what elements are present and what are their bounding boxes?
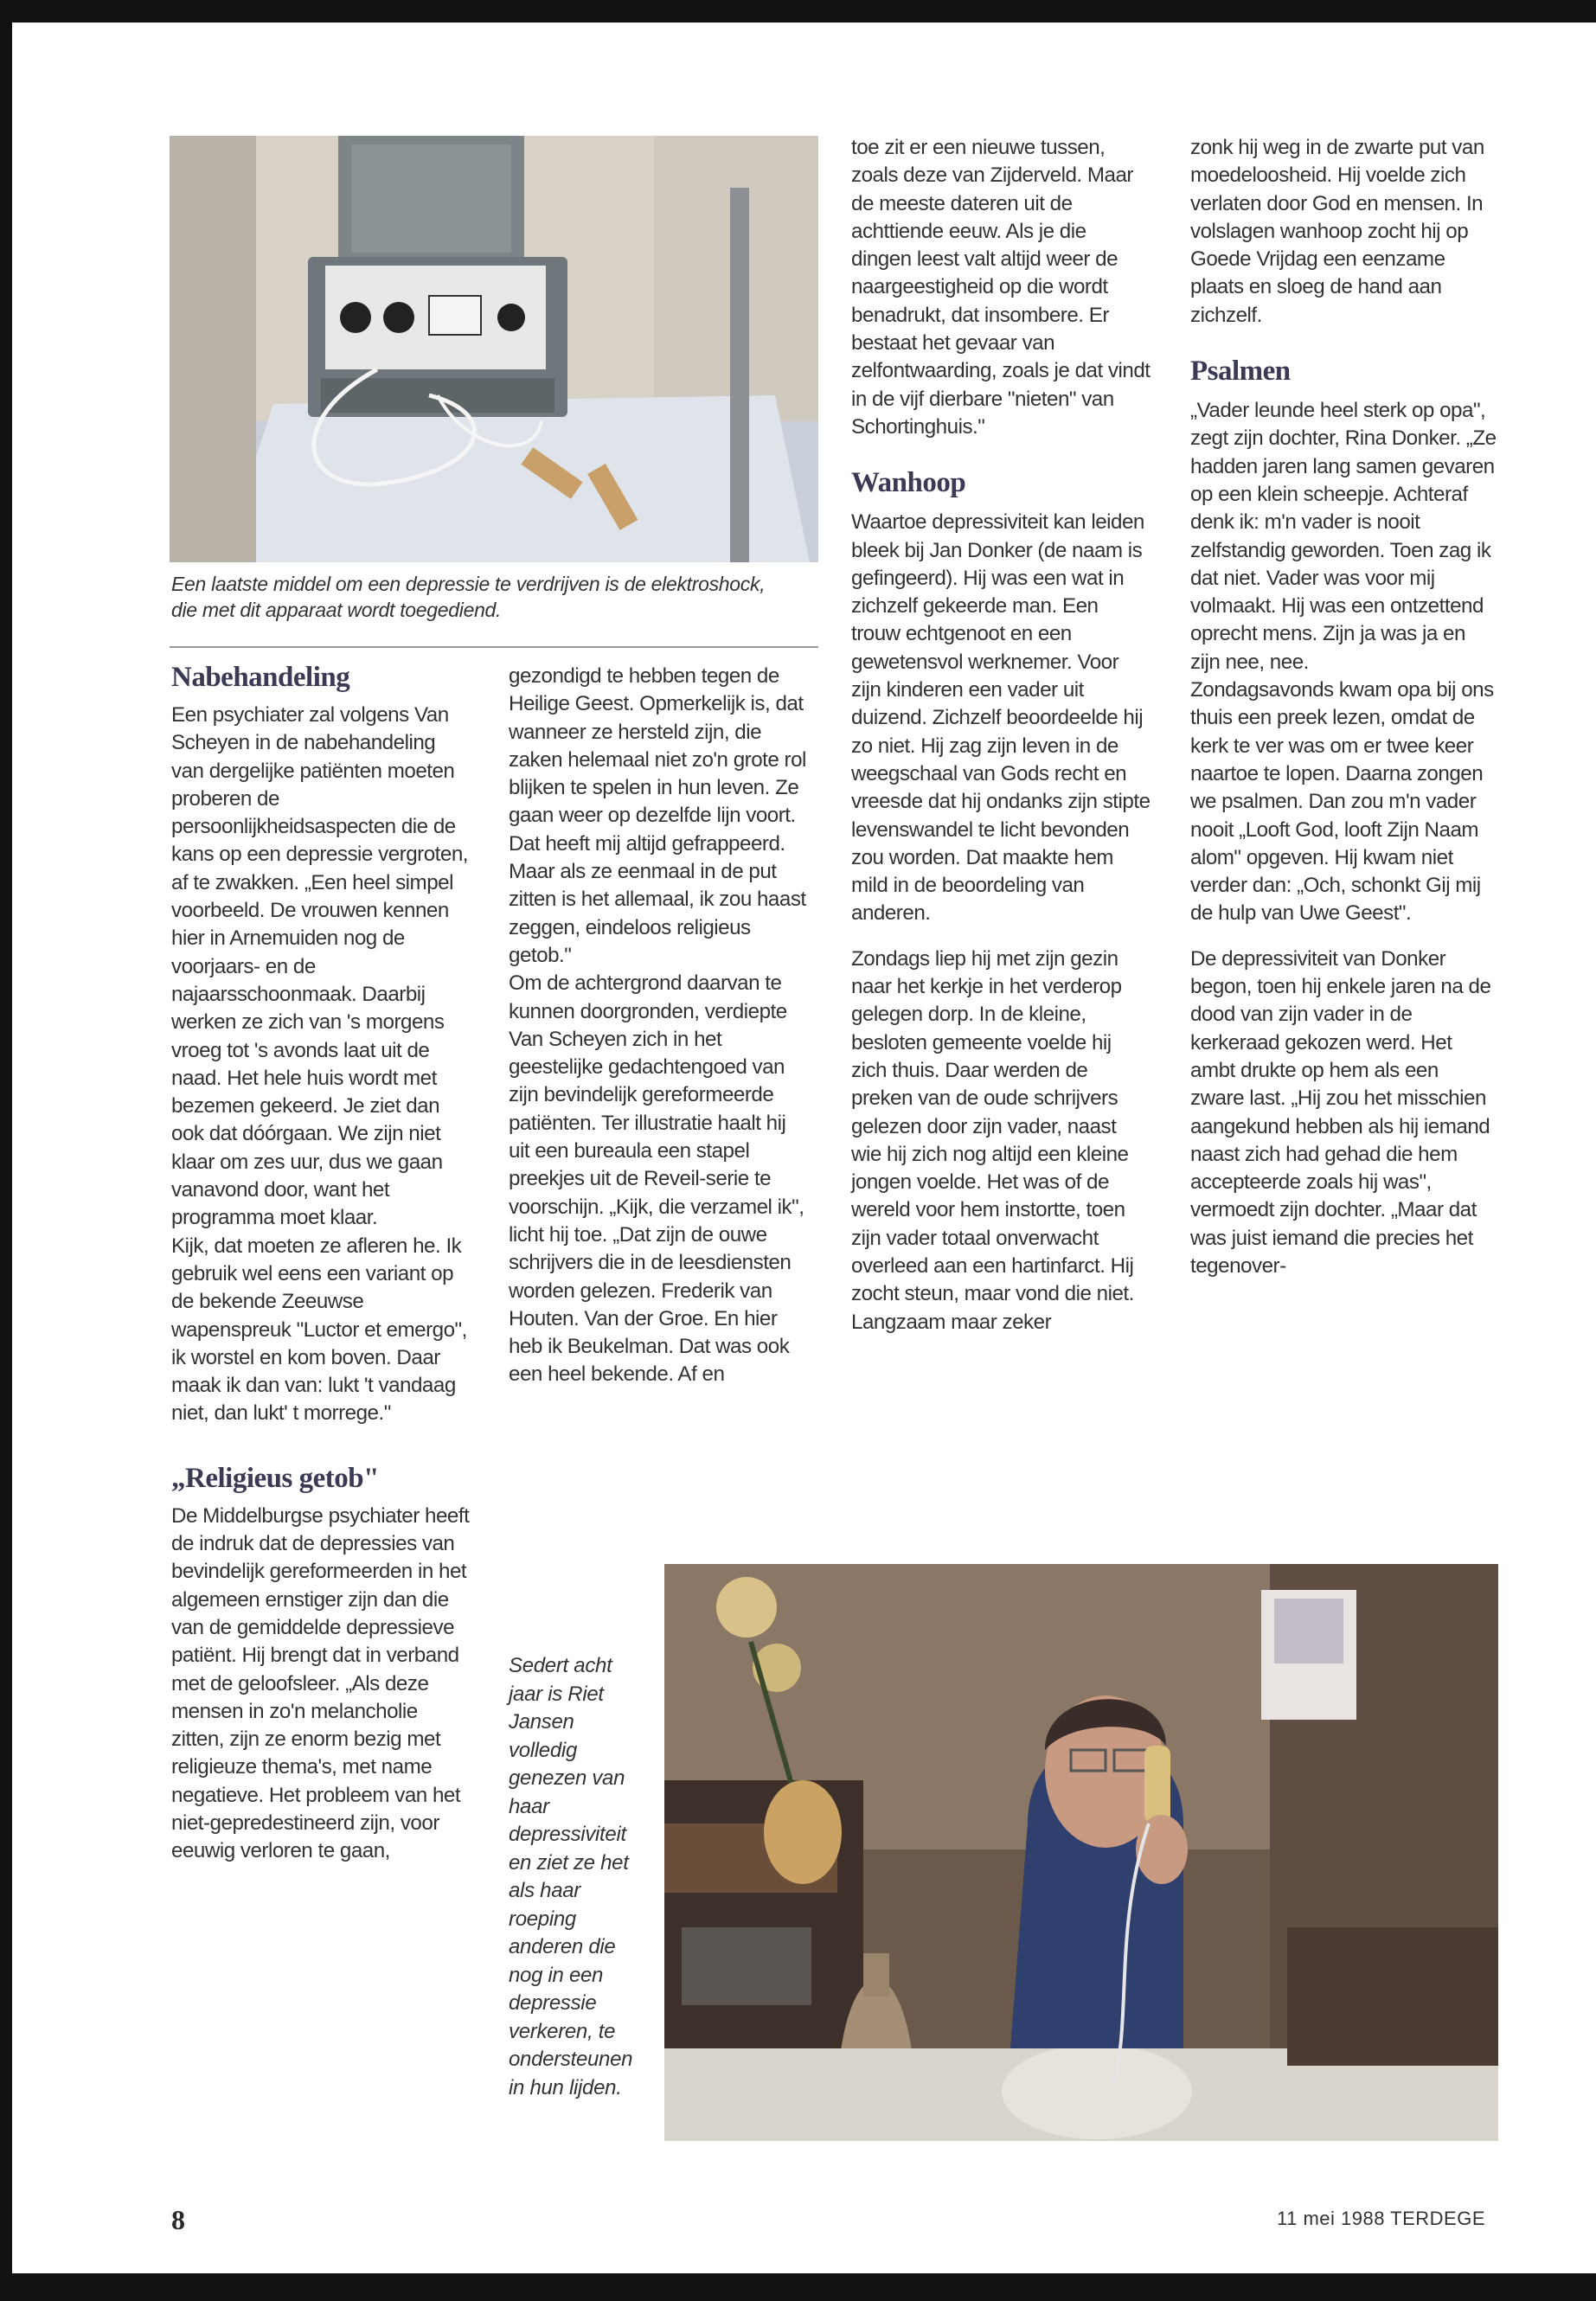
- paragraph: zonk hij weg in de zwarte put van moedeloosheid. Hij voelde zich verlaten door God en mensen. In volslagen wanhoop zocht hij op Goede Vrijdag een eenzame plaats en sloeg de hand aan zichzelf.: [1190, 136, 1484, 327]
- paragraph: Zondagsavonds kwam opa bij ons thuis een preek lezen, omdat de kerk te ver was om er twee keer naartoe te lopen. Daarna zongen we psalmen. Dan zou m'n vader nooit „Looft God, looft Zijn Naam alom" opgeven. Hij kwam niet verder dan: „Och, schonkt Gij mij de hulp van Uwe Geest".: [1190, 678, 1494, 926]
- scan-border-top: [0, 0, 1596, 22]
- column-3: [851, 134, 1151, 1336]
- scan-border-bottom: [0, 2273, 1596, 2301]
- paragraph: toe zit er een nieuwe tussen, zoals deze van Zijderveld. Maar de meeste dateren uit de achttiende eeuw. Als je die dingen leest valt altijd weer de naargeestigheid op die wordt benadrukt, dat insombere. Er bestaat het gevaar van zelfontwaarding, zoals je dat vindt in de vijf dierbare "nieten" van Schortinghuis.": [851, 136, 1151, 439]
- paragraph: De depressiviteit van Donker begon, toen hij enkele jaren na de dood van zijn vader in de kerkeraad gekozen werd. Het ambt drukte op hem als een zware last. „Hij zou het misschien aangekund hebben als hij iemand naast zich had gehad die hem accepteerde zoals hij was", vermoedt zijn dochter. „Maar dat was juist iemand die precies het tegenover-: [1190, 946, 1491, 1278]
- caption-divider: [170, 646, 818, 648]
- heading-psalmen: Psalmen: [1190, 356, 1291, 388]
- paragraph: Om de achtergrond daarvan te kunnen doorgronden, verdiepte Van Scheyen zich in het geestelijke gedachtengoed van zijn bevindelijk gereformeerde patiënten. Ter illustratie haalt hij uit een bureaula een stapel preekjes uit de Reveil-serie te voorschijn. „Kijk, die verzamel ik", licht hij toe. „Dat zijn de ouwe schrijvers die in de leesdiensten worden gelezen. Frederik van Houten. Van der Groe. En hier heb ik Beukelman. Dat was ook een heel bekende. Af en: [509, 971, 804, 1387]
- column-2: [509, 663, 811, 1389]
- paragraph: Zondags liep hij met zijn gezin naar het kerkje in het verderop gelegen dorp. In de kleine, besloten gemeente voelde hij zich thuis. Daar werden de preken van de oude schrijvers gelezen door zijn vader, naast wie hij zich nog altijd een kleine jongen voelde. Het was of de wereld voor hem instortte, toen zijn vader totaal onverwacht overleed aan een hartinfarct. Hij zocht steun, maar vond die niet. Langzaam maar zeker: [851, 946, 1134, 1334]
- page-number: 8: [171, 2204, 185, 2235]
- paragraph: Kijk, dat moeten ze afleren he. Ik gebruik wel eens een variant op de bekende Zeeuwse wapenspreuk "Luctor et emergo", ik worstel en kom boven. Daar maak ik dan van: lukt 't vandaag niet, dan lukt' t morrege.": [171, 1234, 467, 1426]
- paragraph: Waartoe depressiviteit kan leiden bleek bij Jan Donker (de naam is gefingeerd). Hij was een wat in zichzelf gekeerde man. Een trouw echtgenoot en een gewetensvol werknemer. Voor zijn kinderen een vader uit duizend. Zichzelf beoordeelde hij zo niet. Hij zag zijn leven in de weegschaal van Gods recht en vreesde dat hij ondanks zijn stipte levenswandel te licht bevonden zou worden. Dat maakte hem mild in de beoordeling van anderen.: [851, 510, 1151, 926]
- column-4: [1190, 134, 1497, 1280]
- woman-on-phone-photo: [664, 1564, 1498, 2141]
- column-1: [171, 660, 471, 1866]
- paragraph: De Middelburgse psychiater heeft de indruk dat de depressies van bevindelijk gereformeerden in het algemeen ernstiger zijn dan die van de gemiddelde depressieve patiënt. Hij brengt dat in verband met de geloofsleer. „Als deze mensen in zo'n melancholie zitten, zijn ze enorm bezig met religieuze thema's, met name negatieve. Het probleem van het niet-gepredestineerd zijn, voor eeuwig verloren te gaan,: [171, 1503, 470, 1863]
- heading-religieus-getob: „Religieus getob": [171, 1462, 379, 1494]
- heading-wanhoop: Wanhoop: [851, 467, 966, 499]
- paragraph: gezondigd te hebben tegen de Heilige Geest. Opmerkelijk is, dat wanneer ze hersteld zijn, die zaken helemaal niet zo'n grote rol blijken te spelen in hun leven. Ze gaan weer op dezelfde lijn voort. Dat heeft mij altijd gefrappeerd. Maar als ze eenmaal in de put zitten is het allemaal, ik zou haast zeggen, eindeloos religieus getob.": [509, 664, 806, 967]
- issue-date: 11 mei 1988 TERDEGE: [1277, 2208, 1486, 2229]
- electroshock-apparatus-photo: [170, 136, 818, 562]
- scan-border-left: [0, 0, 12, 2301]
- heading-nabehandeling: Nabehandeling: [171, 662, 350, 693]
- side-photo-caption: Sedert acht jaar is Riet Jansen volledig genezen van haar depressiviteit en ziet ze het als haar roeping anderen die nog in een depressie verkeren, te ondersteunen in hun lijden.: [509, 1654, 633, 2099]
- paragraph: Een psychiater zal volgens Van Scheyen in de nabehandeling van dergelijke patiënten moeten proberen de persoonlijkheidsaspecten die de kans op een depressie vergroten, af te zwakken. „Een heel simpel voorbeeld. De vrouwen kennen hier in Arnemuiden nog de voorjaars- en de najaarsschoonmaak. Daarbij werken ze zich van 's morgens vroeg tot 's avonds laat uit de naad. Het hele huis wordt met bezemen gekeerd. Je ziet dan ook dat dóórgaan. We zijn niet klaar om zes uur, dus we gaan vanavond door, want het programma moet klaar.: [171, 703, 469, 1230]
- paragraph: „Vader leunde heel sterk op opa", zegt zijn dochter, Rina Donker. „Ze hadden jaren lang samen gevaren op een klein scheepje. Achteraf denk ik: m'n vader is nooit zelfstandig geworden. Toen zag ik dat niet. Vader was voor mij volmaakt. Hij was een ontzettend oprecht mens. Zijn ja was ja en zijn nee, nee.: [1190, 399, 1497, 674]
- top-photo-caption: Een laatste middel om een depressie te verdrijven is de elektroshock, die met dit apparaat wordt toegediend.: [171, 573, 766, 621]
